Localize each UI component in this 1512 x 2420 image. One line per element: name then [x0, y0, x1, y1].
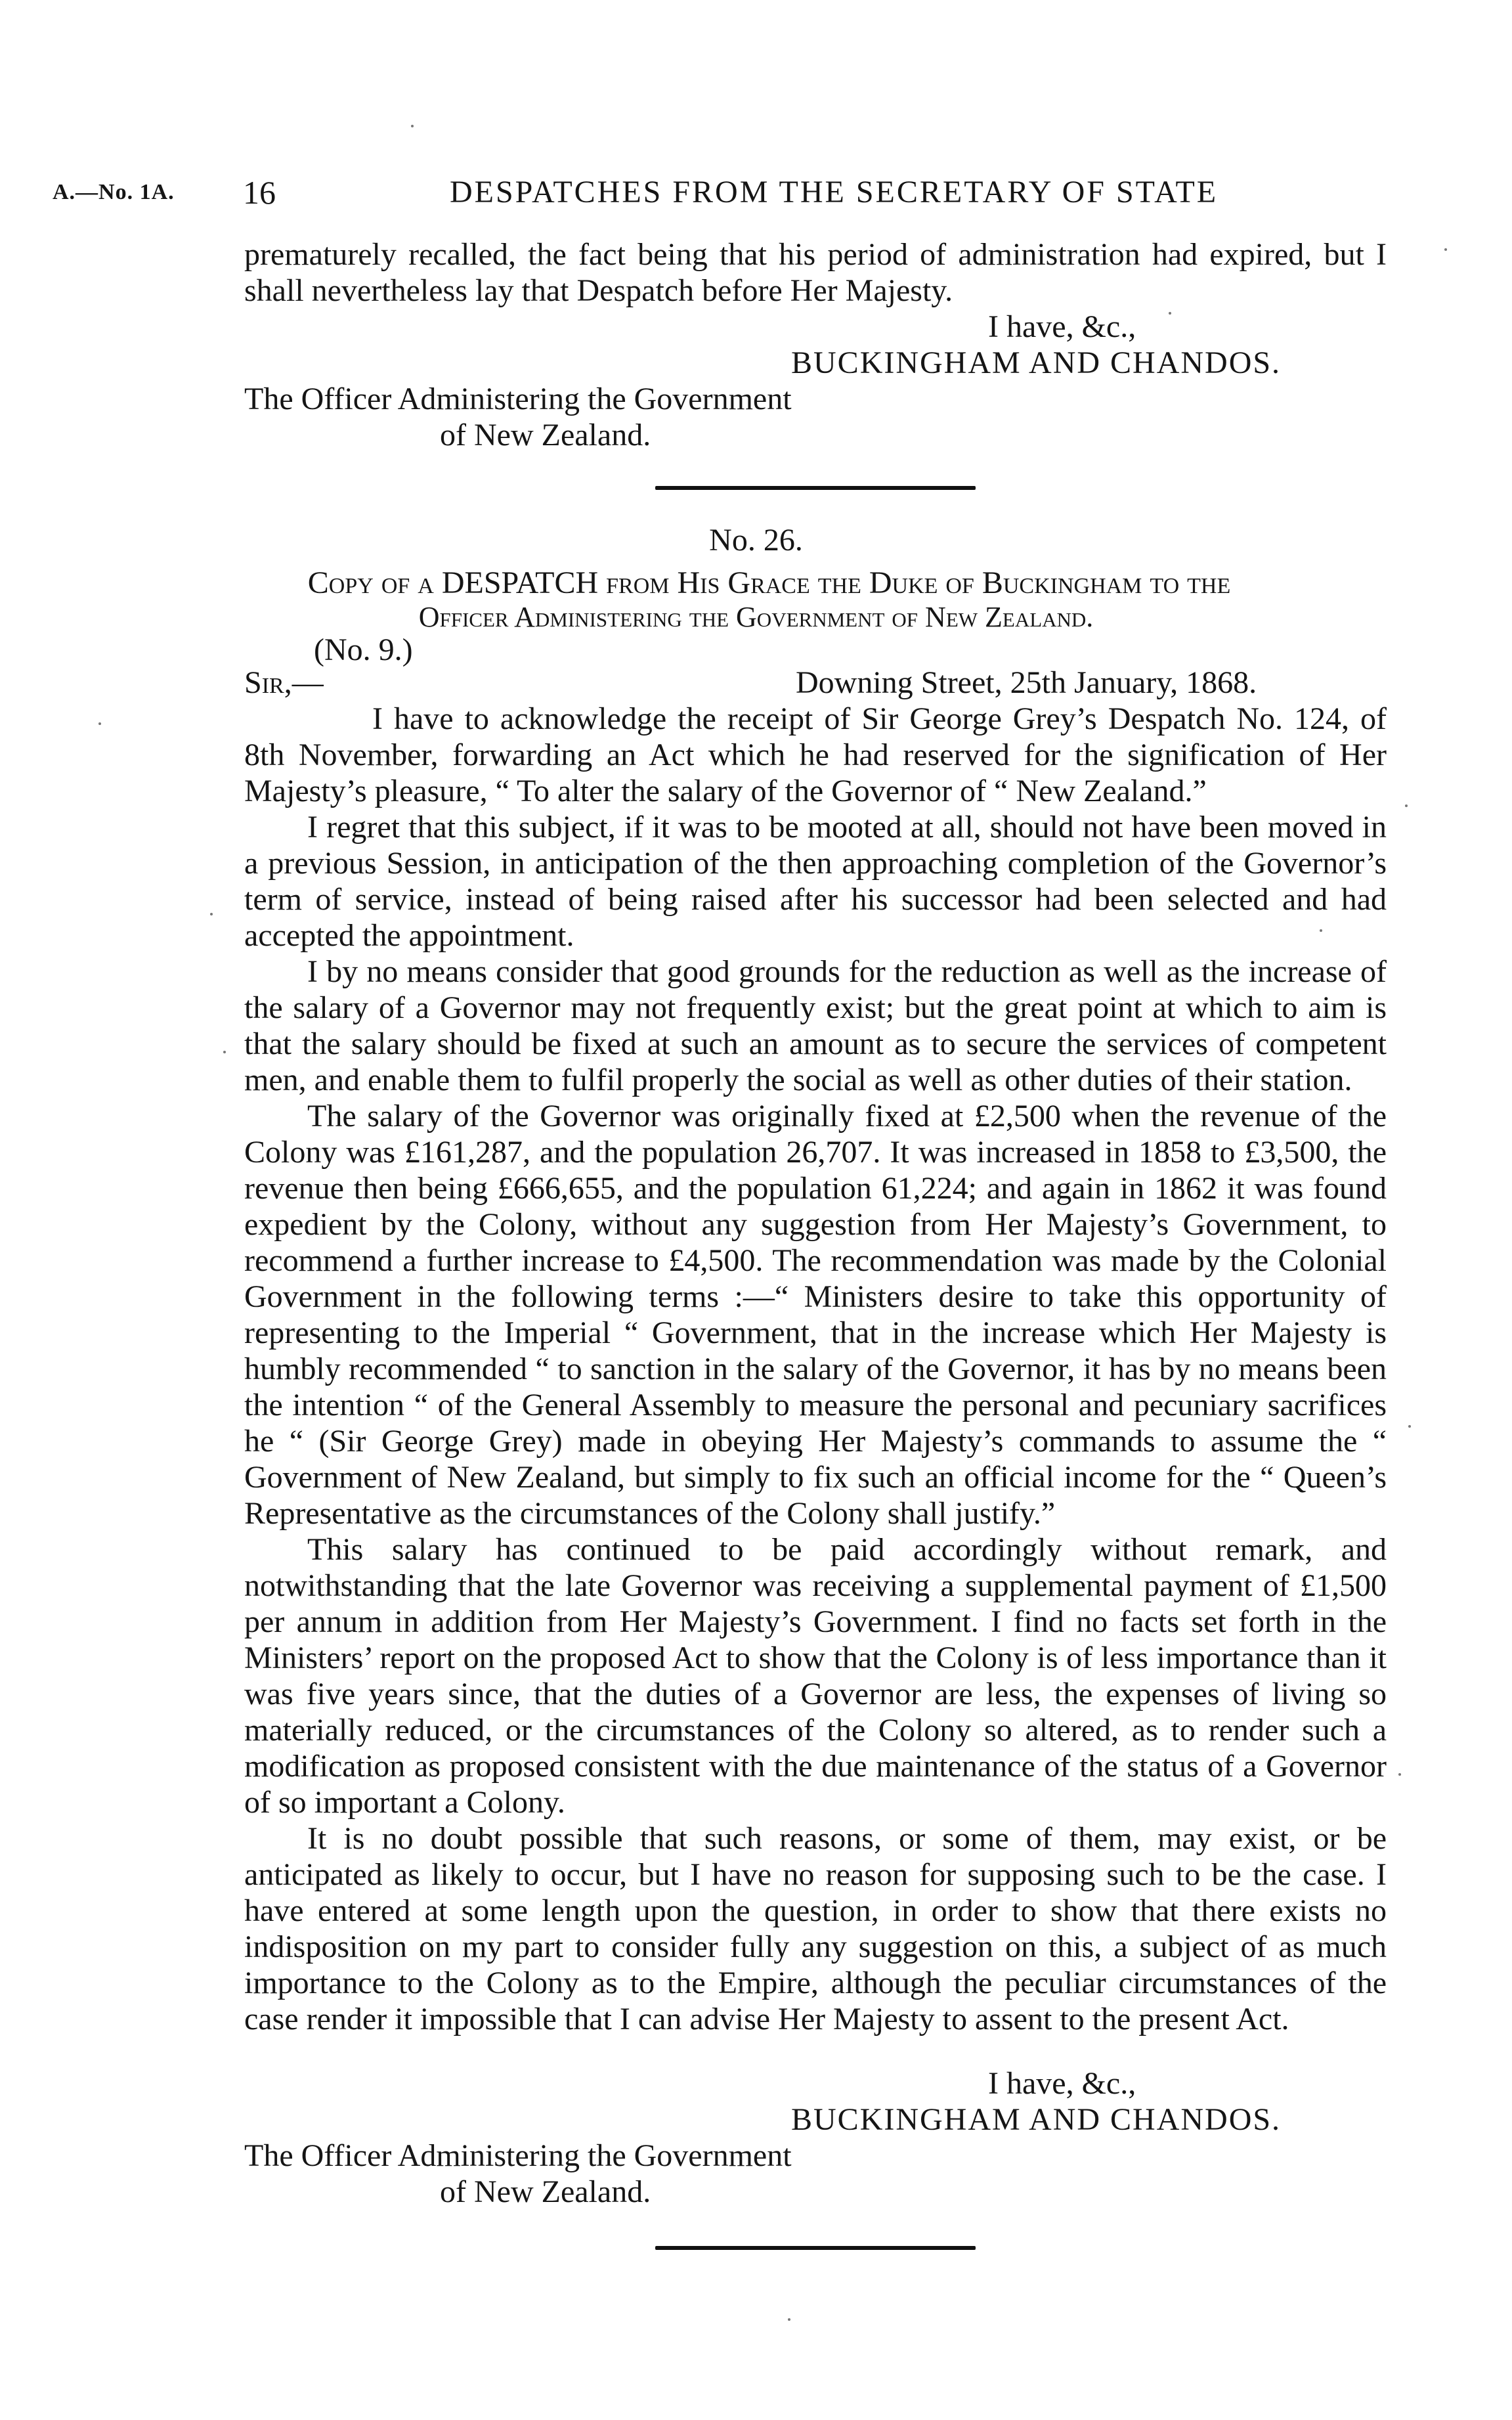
despatch-heading-line2: Officer Administering the Government of New Zealand.	[418, 601, 1094, 633]
running-title: DESPATCHES FROM THE SECRETARY OF STATE	[450, 175, 1219, 209]
despatch-signature: BUCKINGHAM AND CHANDOS.	[791, 2102, 1282, 2137]
section-divider	[655, 486, 976, 490]
scan-speck	[223, 1051, 226, 1053]
scan-speck	[1320, 929, 1322, 932]
paragraph-6: It is no doubt possible that such reasons, or some of them, may exist, or be anticipated as likely to occur, but I have no reason for supposing such to be the case. I have entered at some length upon the question, in order to show that there exists no indisposition on my part to consider fully any suggestion on this, a subject of as much importance to the Colony as to the Empire, although the peculiar circumstances of the case render it impossible that I can advise Her Majesty to assent to the present Act.	[244, 1821, 1387, 2036]
scan-speck	[1398, 1773, 1401, 1776]
continuation-paragraph: prematurely recalled, the fact being that his period of administration had expired, but I shall nevertheless lay that Despatch before Her Majesty.	[244, 237, 1387, 308]
despatch-closing: I have, &c.,	[988, 2066, 1136, 2101]
despatch-body	[244, 701, 1387, 2037]
salutation: Sir,—	[244, 665, 324, 700]
continuation-signature: BUCKINGHAM AND CHANDOS.	[791, 345, 1282, 380]
scan-speck	[1169, 312, 1171, 315]
scan-speck	[411, 125, 414, 127]
paragraph-4: The salary of the Governor was originally fixed at £2,500 when the revenue of the Colony was £161,287, and the population 26,707. It was increased in 1858 to £3,500, the revenue then being £666,655, and the population 61,224; and again in 1862 it was found expedient by the Colony, without any suggestion from Her Majesty’s Government, to recommend a further increase to £4,500. The recommendation was made by the Colonial Government in the following terms :—“ Ministers desire to take this opportunity of representing to the Imperial “ Government, that in the increase which Her Majesty is humbly recommended “ to sanction in the salary of the Governor, it has by no means been the intention “ of the General Assembly to measure the personal and pecuniary sacrifices he “ (Sir George Grey) made in obeying Her Majesty’s commands to assume the “ Government of New Zealand, but simply to fix such an official income for the “ Queen’s Representative as the circumstances of the Colony shall justify.”	[244, 1099, 1387, 1531]
scan-speck	[1444, 248, 1447, 251]
scan-speck	[210, 913, 213, 915]
end-divider	[655, 2246, 976, 2250]
paragraph-1: I have to acknowledge the receipt of Sir George Grey’s Despatch No. 124, of 8th November, forwarding an Act which he had reserved for the signification of Her Majesty’s pleasure, “ To alter the salary of the Governor of “ New Zealand.”	[244, 701, 1387, 808]
scan-speck	[1408, 1425, 1411, 1428]
despatch-addressee-line2: of New Zealand.	[440, 2174, 651, 2209]
paragraph-3: I by no means consider that good grounds for the reduction as well as the increase of the salary of a Governor may not frequently exist; but the great point at which to aim is that the salary should be fixed at such an amount as to secure the services of competent men, and enable them to fulfil properly the social as well as other duties of their station.	[244, 954, 1387, 1097]
despatch-ref-no: (No. 9.)	[314, 632, 413, 667]
running-header	[53, 169, 1458, 215]
continuation-addressee-line2: of New Zealand.	[440, 418, 651, 452]
scan-speck	[1405, 804, 1408, 807]
continuation-closing: I have, &c.,	[988, 309, 1136, 344]
continuation-addressee-line1: The Officer Administering the Government	[244, 382, 792, 416]
scan-speck	[788, 2318, 790, 2321]
paper-reference: A.—No. 1A.	[53, 180, 175, 204]
place-and-date: Downing Street, 25th January, 1868.	[796, 665, 1257, 700]
despatch-number: No. 26.	[709, 523, 803, 558]
scan-speck	[98, 722, 101, 725]
despatch-addressee-line1: The Officer Administering the Government	[244, 2138, 792, 2173]
paragraph-5: This salary has continued to be paid accordingly without remark, and notwithstanding that the late Governor was receiving a supplemental payment of £1,500 per annum in addition from Her Majesty’s Government. I find no facts set forth in the Ministers’ report on the proposed Act to show that the Colony is of less importance than it was five years since, that the duties of a Governor are less, the expenses of living so materially reduced, or the circumstances of the Colony so altered, as to render such a modification as proposed consistent with the due maintenance of the status of a Governor of so important a Colony.	[244, 1532, 1387, 1820]
page-number: 16	[243, 174, 276, 211]
paragraph-2: I regret that this subject, if it was to be mooted at all, should not have been moved in a previous Session, in anticipation of the then approaching completion of the Governor’s term of service, instead of being raised after his successor had been selected and had accepted the appointment.	[244, 810, 1387, 953]
despatch-heading-line1: Copy of a DESPATCH from His Grace the Duke of Buckingham to the	[307, 565, 1231, 600]
continuation-text	[244, 236, 1387, 309]
